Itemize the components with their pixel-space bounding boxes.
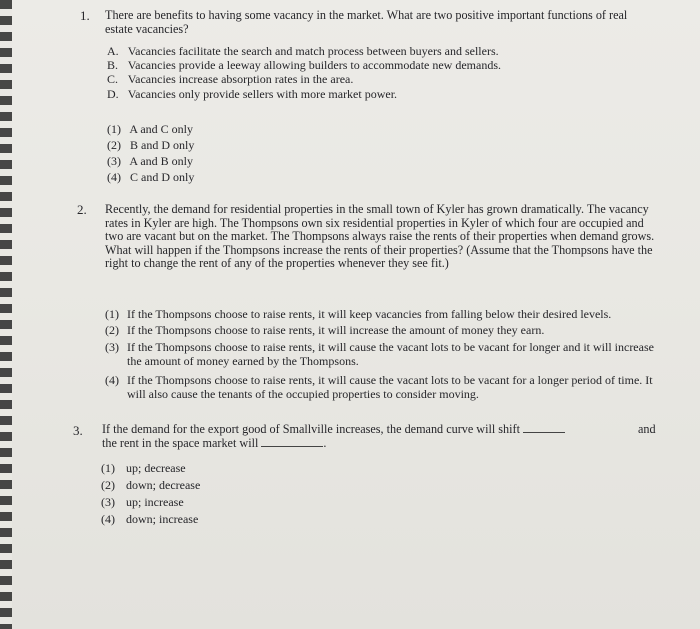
question-number: 1. [80, 8, 90, 23]
option-label: (1) [101, 461, 115, 475]
question-stem [102, 423, 662, 450]
stem-text: . [323, 435, 327, 450]
statement-label: C. [107, 72, 119, 86]
option-text: down; increase [126, 512, 199, 526]
answer-option[interactable] [107, 139, 194, 153]
answer-option[interactable] [105, 308, 660, 322]
answer-option[interactable] [107, 123, 193, 137]
answer-option[interactable] [107, 155, 193, 169]
option-label: (3) [107, 154, 121, 168]
stem-text: and [638, 422, 656, 436]
statement-text: Vacancies increase absorption rates in the area. [127, 72, 354, 86]
answer-option[interactable] [105, 341, 660, 368]
stem-text: If the demand for the export good of Smallville increases, the demand curve will shift [102, 422, 520, 436]
stem-text: the rent in the space market will [102, 435, 259, 450]
statement-item [107, 73, 353, 87]
option-text: up; increase [126, 495, 184, 509]
option-text: If the Thompsons choose to raise rents, it will increase the amount of money they earn. [127, 323, 545, 337]
statement-text: Vacancies facilitate the search and match process between buyers and sellers. [127, 44, 499, 58]
option-text: A and C only [129, 122, 194, 136]
statement-text: Vacancies only provide sellers with more market power. [127, 87, 398, 101]
option-text: A and B only [129, 154, 194, 168]
option-text: If the Thompsons choose to raise rents, it will keep vacancies from falling below their desired levels. [127, 307, 612, 321]
statement-item [107, 88, 397, 102]
option-text: up; decrease [126, 461, 186, 475]
answer-option[interactable] [101, 496, 184, 510]
option-label: (3) [105, 340, 119, 354]
statement-text: Vacancies provide a leeway allowing builders to accommodate new demands. [127, 58, 501, 72]
statement-item [107, 45, 499, 59]
option-text: If the Thompsons choose to raise rents, it will cause the vacant lots to be vacant for longer and it will increase the amount of money earned by the Thompsons. [127, 340, 654, 368]
answer-option[interactable] [105, 324, 660, 338]
option-label: (1) [107, 122, 121, 136]
answer-option[interactable] [107, 171, 194, 185]
answer-option[interactable] [105, 374, 660, 401]
answer-option[interactable] [101, 513, 198, 527]
statement-label: B. [107, 58, 119, 72]
option-label: (2) [101, 478, 115, 492]
option-text: If the Thompsons choose to raise rents, it will cause the vacant lots to be vacant for a longer period of time. It will also cause the tenants of the occupied properties to consider moving. [127, 373, 653, 401]
statement-label: A. [107, 44, 119, 58]
answer-option[interactable] [101, 462, 186, 476]
option-text: down; decrease [126, 478, 201, 492]
question-number: 2. [77, 202, 87, 217]
question-stem: Recently, the demand for residential properties in the small town of Kyler has grown dramatically. The vacancy rates in Kyler are high. The Thompsons own six residential properties in Kyler of which four are occupied and two are vacant but on the market. The Thompsons always raise the rents of their properties when demand grows. What will happen if the Thompsons increase the rents of their properties? (Assume that the Thompsons have the right to change the rent of any of the properties whenever they see fit.) [105, 202, 655, 271]
question-stem: There are benefits to having some vacancy in the market. What are two positive important functions of real estate vacancies? [105, 8, 628, 36]
option-label: (4) [101, 512, 115, 526]
statement-label: D. [107, 87, 119, 101]
answer-blank[interactable] [261, 445, 323, 447]
option-label: (1) [105, 307, 119, 321]
option-label: (2) [107, 138, 121, 152]
option-label: (3) [101, 495, 115, 509]
spiral-binding [0, 0, 12, 629]
statement-item [107, 59, 501, 73]
option-text: C and D only [130, 170, 195, 184]
question-number: 3. [73, 423, 83, 438]
answer-option[interactable] [101, 479, 200, 493]
option-label: (4) [107, 170, 121, 184]
option-label: (4) [105, 373, 119, 387]
answer-blank[interactable] [523, 431, 565, 433]
option-text: B and D only [130, 138, 195, 152]
option-label: (2) [105, 323, 119, 337]
